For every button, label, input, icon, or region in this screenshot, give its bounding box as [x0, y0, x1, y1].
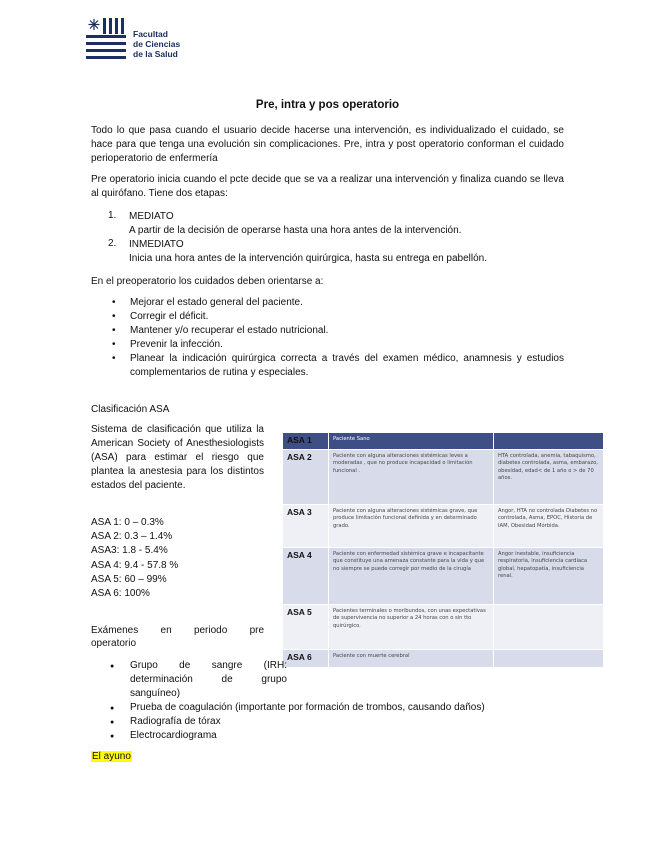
list-item: ● Grupo de sangre (IRH: determinación de grupo sanguíneo): [108, 659, 287, 701]
list-item: • Corregir el déficit.: [108, 310, 564, 324]
intro-paragraph: Todo lo que pasa cuando el usuario decide hacerse una intervención, es individualizado el cuidado, se hace para que tenga una evolución sin complicaciones. Pre, intra y post operatorio conforman el cuidado perioperatorio de enfermería: [91, 125, 564, 164]
asa-label: ASA 6: [283, 650, 329, 668]
asa-value: ASA 1: 0 – 0.3%: [91, 517, 164, 528]
asa-value: ASA 2: 0.3 – 1.4%: [91, 531, 173, 543]
asa-value: ASA3: 1.8 - 5.4%: [91, 545, 168, 557]
table-row: [283, 450, 604, 505]
stage-item: [129, 210, 461, 238]
stage-item: [129, 238, 487, 266]
asa-examples: [494, 605, 604, 650]
asa-examples: Angor, HTA no controlada Diabetes no controlada, Asma, EPOC, Historia de IAM, Obesidad Mórbida.: [494, 505, 604, 548]
care-intro: En el preoperatorio los cuidados deben orientarse a:: [91, 276, 324, 287]
asa-value: ASA 5: 60 – 99%: [91, 573, 167, 585]
stage-name: INMEDIATO: [129, 239, 184, 250]
asa-label: ASA 1: [283, 433, 329, 450]
asa-intro: Sistema de clasificación que utiliza la American Society of Anesthesiologists (ASA) para estimar el riesgo que plantea la anestesia para los distintos estados del paciente.: [91, 424, 264, 491]
stage-number: 1.: [108, 210, 117, 221]
page-title: Pre, intra y pos operatorio: [255, 99, 400, 111]
exams-heading-line2: operatorio: [91, 638, 137, 649]
asa-label: ASA 3: [283, 505, 329, 548]
exams-list: [108, 659, 578, 743]
list-item: • Mantener y/o recuperar el estado nutricional.: [108, 324, 564, 338]
asa-label: ASA 5: [283, 605, 329, 650]
asa-classification-table: [282, 432, 604, 668]
asa-value: ASA 4: 9.4 - 57.8 %: [91, 559, 179, 571]
asa-label: ASA 2: [283, 450, 329, 505]
care-list: [108, 296, 564, 380]
asa-heading: Clasificación ASA: [91, 404, 170, 415]
asa-description: Paciente con alguna alteraciones sistémicas grave, que produce limitación funcional definida y en determinado grado.: [329, 505, 494, 548]
asa-examples: HTA controlada, anemia, tabaquismo, diabetes controlada, asma, embarazo, obesidad, edad< de 1 año o > de 70 años.: [494, 450, 604, 505]
asa-description: Paciente con alguna alteraciones sistémicas leves a moderadas , que no produce incapacidad o limitación funcional .: [329, 450, 494, 505]
asa-risk-values: [91, 516, 178, 601]
asa-label: ASA 4: [283, 548, 329, 605]
faculty-name: Facultad de Ciencias de la Salud: [133, 29, 181, 59]
list-item: • Prevenir la infección.: [108, 338, 564, 352]
stage-number: 2.: [108, 238, 117, 249]
stage-description: Inicia una hora antes de la intervención quirúrgica, hasta su entrega en pabellón.: [129, 253, 488, 264]
asa-value: ASA 6: 100%: [91, 588, 150, 600]
preop-paragraph: Pre operatorio inicia cuando el pcte decide que se va a realizar una intervención y finaliza cuando se lleva al quirófano. Tiene dos etapas:: [91, 174, 564, 199]
asa-description: Paciente Sano: [329, 433, 494, 450]
list-item: • Mejorar el estado general del paciente.: [108, 296, 564, 310]
list-item: • Planear la indicación quirúrgica correcta a través del examen médico, anamnesis y estudios complementarios de rutina y especiales.: [108, 352, 564, 380]
table-row: [283, 605, 604, 650]
exams-heading: Exámenes en periodo pre: [91, 625, 265, 636]
asa-examples: [494, 433, 604, 450]
stage-description: A partir de la decisión de operarse hasta una hora antes de la intervención.: [129, 225, 462, 236]
table-row: [283, 505, 604, 548]
table-row: [283, 433, 604, 450]
list-item: ● Prueba de coagulación (importante por formación de trombos, causando daños): [108, 701, 578, 715]
ayuno-heading: El ayuno: [92, 751, 131, 762]
asa-description: Paciente con enfermedad sistémica grave e incapacitante que constituye una amenaza constante para la vida y que no siempre se puede corregir por medio de la cirugía: [329, 548, 494, 605]
table-row: [283, 548, 604, 605]
stage-name: MEDIATO: [129, 211, 174, 222]
list-item: ● Radiografía de tórax: [108, 715, 578, 729]
asa-description: Pacientes terminales o moribundos, con unas expectativas de supervivencia no superior a 24 horas con o sin tto quirúrgico.: [329, 605, 494, 650]
asa-examples: Angor inestable, insuficiencia respiratoria, insuficiencia cardiaca global, hepatopatía, insuficiencia renal.: [494, 548, 604, 605]
asa-description: Paciente con muerte cerebral: [329, 650, 494, 668]
list-item: ● Electrocardiograma: [108, 729, 578, 743]
